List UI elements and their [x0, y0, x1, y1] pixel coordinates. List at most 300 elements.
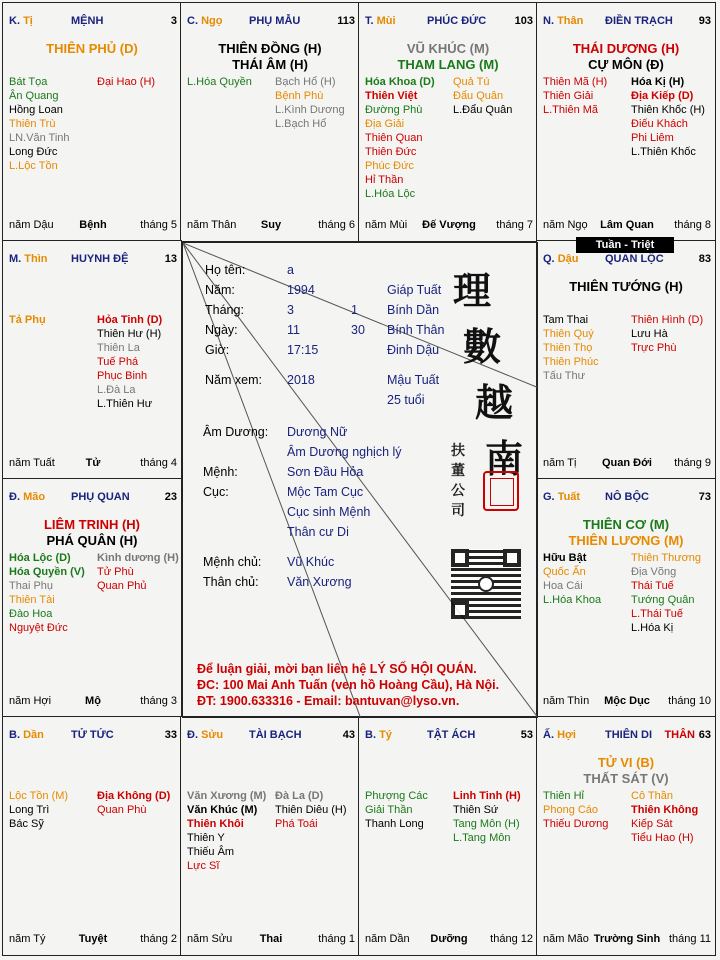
main-stars [537, 279, 715, 295]
calligraphy-char: 南 [485, 436, 524, 481]
stage-label: Quan Đới [602, 457, 652, 469]
palace-name: HUYNH ĐỆ [71, 253, 129, 265]
info-label: Năm xem: [205, 373, 262, 387]
minor-stars-left [9, 789, 68, 831]
info-label: Giờ: [205, 343, 230, 357]
can-label: G. [543, 491, 555, 503]
minor-star: Thiên Mã (H) [543, 76, 608, 88]
contact-line: ĐC: 100 Mai Anh Tuấn (ven hồ Hoàng Cầu), Hà Nội. [197, 678, 500, 692]
can-label: K. [9, 15, 20, 27]
minor-star: Thiên Sứ [453, 804, 499, 816]
palace-footer [365, 933, 533, 947]
seal-text [451, 441, 465, 521]
minor-star: Địa Kiếp (D) [631, 90, 694, 102]
minor-star: Tướng Quân [631, 594, 695, 606]
minor-star: Kình dương (H) [97, 552, 179, 564]
minor-star: Trực Phù [631, 342, 677, 354]
palace-cell-ngo[interactable] [180, 2, 360, 242]
palace-name: TÀI BẠCH [249, 729, 302, 741]
palace-cell-mui[interactable] [358, 2, 538, 242]
palace-header [187, 15, 355, 31]
am-duong-value-2: Âm Dương nghịch lý [287, 445, 402, 459]
year-label: năm Thìn [543, 695, 590, 707]
minor-star: Phục Binh [97, 370, 148, 382]
main-star: THÁI ÂM (H) [232, 57, 308, 72]
minor-stars-left [365, 75, 435, 201]
info-value-lunar: 30 [351, 323, 365, 337]
year-label: năm Sửu [187, 933, 233, 945]
year-label: năm Tị [543, 457, 577, 469]
than-chu-value: Văn Xương [287, 575, 352, 589]
seal-char: 公 [451, 483, 465, 499]
minor-star: Quốc Ấn [543, 566, 586, 578]
palace-number: 33 [164, 729, 177, 741]
minor-star: Thiên Hư (H) [97, 328, 162, 340]
stage-label: Suy [260, 219, 282, 231]
minor-star: Bạch Hổ (H) [275, 76, 336, 88]
palace-header [9, 15, 177, 31]
palace-cell-dau[interactable] [536, 240, 716, 480]
cuc-label: Cục: [203, 485, 229, 499]
month-label: tháng 9 [674, 457, 711, 469]
palace-number: 113 [337, 15, 355, 27]
can-chi [365, 729, 392, 741]
palace-cell-thin[interactable] [2, 240, 182, 480]
minor-star: Thái Tuế [631, 580, 674, 592]
palace-name: THIÊN DI [605, 729, 653, 741]
tuan-triet-badge: Tuần - Triệt [576, 237, 674, 253]
minor-star: Linh Tinh (H) [453, 790, 521, 802]
minor-star: L.Hóa Kị [631, 622, 674, 634]
can-chi [543, 15, 583, 27]
minor-star: Thanh Long [365, 818, 424, 830]
minor-star: Long Trì [9, 804, 50, 816]
info-value: 1994 [287, 283, 315, 297]
palace-footer [9, 219, 177, 233]
palace-header [9, 253, 177, 269]
seal-char: 扶 [451, 443, 465, 459]
palace-cell-ty[interactable] [358, 716, 538, 956]
year-label: năm Hợi [9, 695, 52, 707]
can-chi [9, 15, 33, 27]
main-star: THIÊN CƠ (M) [582, 517, 670, 532]
palace-cell-than[interactable] [536, 2, 716, 242]
chi-label: Dần [23, 729, 44, 741]
minor-star: Đại Hao (H) [97, 76, 156, 88]
cuc-value-1: Mộc Tam Cục [287, 485, 364, 499]
minor-stars-right [631, 551, 701, 635]
palace-header [187, 729, 355, 745]
can-label: Đ. [9, 491, 20, 503]
palace-name: PHỤ MẪU [249, 15, 301, 27]
info-canchi: Bính Dần [387, 303, 440, 317]
can-label: T. [365, 15, 374, 27]
palace-number: 93 [698, 15, 711, 27]
minor-star: Nguyệt Đức [9, 622, 68, 634]
chi-label: Mão [23, 491, 46, 503]
month-label: tháng 1 [318, 933, 355, 945]
month-label: tháng 5 [140, 219, 177, 231]
palace-name: NÔ BỘC [605, 491, 649, 503]
minor-star: L.Hóa Lộc [365, 188, 416, 200]
minor-star: Quả Tú [453, 76, 490, 88]
minor-star: Thiên Trù [9, 118, 56, 130]
minor-star: L.Đẩu Quân [453, 104, 513, 116]
palace-name: PHỤ QUAN [71, 491, 130, 503]
palace-header [9, 729, 177, 745]
minor-star: Tả Phụ [9, 314, 46, 326]
month-label: tháng 7 [496, 219, 533, 231]
palace-number: 83 [698, 253, 711, 265]
minor-star: Thiên Giải [543, 90, 594, 102]
palace-footer [543, 457, 711, 471]
can-chi [365, 15, 396, 27]
stage-label: Bệnh [79, 219, 107, 231]
year-label: năm Ngọ [543, 219, 588, 231]
minor-star: Văn Khúc (M) [187, 804, 258, 816]
stage-label: Mộ [85, 695, 101, 707]
can-label: Q. [543, 253, 555, 265]
can-chi [543, 491, 580, 503]
info-value: 11 [287, 323, 300, 337]
palace-number: 23 [164, 491, 177, 503]
minor-star: Tuế Phá [97, 356, 139, 368]
chi-label: Hợi [557, 729, 576, 741]
month-label: tháng 6 [318, 219, 355, 231]
minor-star: Thiên Đức [365, 146, 417, 158]
main-star: THẤT SÁT (V) [583, 771, 669, 786]
palace-name: PHÚC ĐỨC [427, 15, 487, 27]
minor-star: Thiên Quý [543, 328, 594, 340]
minor-stars-right [97, 551, 179, 593]
minor-star: Thiên Diêu (H) [275, 804, 347, 816]
minor-star: Bác Sỹ [9, 818, 44, 830]
palace-cell-dan[interactable] [2, 716, 182, 956]
stage-label: Mộc Dục [604, 695, 650, 707]
minor-star: Hồng Loan [9, 104, 63, 116]
minor-stars-left [365, 789, 428, 831]
main-stars [537, 755, 715, 787]
palace-name: TỬ TỨC [71, 729, 114, 741]
palace-footer [187, 933, 355, 947]
palace-name: ĐIỀN TRẠCH [605, 15, 673, 27]
palace-name: MỆNH [71, 15, 104, 27]
minor-star: Thiên Hỉ [543, 790, 584, 802]
main-star: THIÊN TƯỚNG (H) [569, 279, 683, 294]
palace-header [543, 729, 711, 745]
stage-label: Dưỡng [430, 933, 468, 945]
minor-star: Bệnh Phù [275, 90, 324, 102]
stage-label: Tuyệt [78, 933, 108, 945]
minor-star: Long Đức [9, 146, 58, 158]
minor-star: Tang Môn (H) [453, 818, 520, 830]
info-value-lunar: 1 [351, 303, 358, 317]
minor-stars-right [97, 75, 155, 89]
chi-label: Thìn [24, 253, 48, 265]
minor-star: Hữu Bật [543, 552, 587, 564]
minor-star: Phi Liêm [631, 132, 674, 144]
menh-label: Mệnh: [203, 465, 238, 479]
seal-char: 司 [451, 503, 465, 519]
palace-name: QUAN LỘC [605, 253, 664, 265]
year-label: năm Tuất [9, 457, 55, 469]
minor-star: L.Kình Dương [275, 104, 345, 116]
info-value: 3 [287, 303, 294, 317]
can-chi [187, 15, 222, 27]
palace-header [365, 15, 533, 31]
info-label: Ngày: [205, 323, 238, 337]
can-chi [9, 253, 48, 265]
minor-star: Thiên Việt [365, 90, 418, 102]
am-duong-label: Âm Dương: [203, 425, 269, 439]
can-label: Ấ. [543, 729, 554, 741]
can-chi [543, 253, 578, 265]
menh-chu-label: Mệnh chủ: [203, 555, 262, 569]
minor-star: Giải Thần [365, 804, 413, 816]
main-stars [3, 41, 181, 57]
minor-star: Kiếp Sát [631, 818, 673, 830]
minor-stars-right [631, 313, 703, 355]
stage-label: Trường Sinh [593, 933, 661, 945]
info-value: 2018 [287, 373, 315, 387]
month-label: tháng 3 [140, 695, 177, 707]
minor-star: Tiểu Hao (H) [631, 832, 694, 844]
main-star: PHÁ QUÂN (H) [46, 533, 138, 548]
minor-star: L.Hóa Quyền [187, 76, 252, 88]
minor-stars-right [453, 75, 512, 117]
minor-star: Lưu Hà [631, 328, 668, 340]
main-stars [359, 41, 537, 73]
info-canchi: Bính Thân [387, 323, 445, 337]
palace-footer [9, 457, 177, 471]
cuc-value-3: Thân cư Di [287, 525, 349, 539]
minor-star: Hóa Lộc (D) [9, 552, 71, 564]
minor-star: Lực Sĩ [187, 860, 220, 872]
minor-star: LN.Văn Tinh [9, 132, 70, 144]
minor-stars-left [543, 313, 599, 383]
year-label: năm Tý [9, 933, 46, 945]
info-label: Họ tên: [205, 263, 246, 277]
minor-star: Tấu Thư [543, 370, 586, 382]
minor-star: Bát Tọa [9, 76, 48, 88]
main-stars [537, 517, 715, 549]
can-label: Đ. [187, 729, 198, 741]
minor-stars-left [9, 75, 70, 173]
month-label: tháng 4 [140, 457, 177, 469]
year-label: năm Thân [187, 219, 237, 231]
palace-cell-hoi[interactable] [536, 716, 716, 956]
minor-star: Thiên Khôi [187, 818, 244, 830]
minor-star: Hóa Kị (H) [631, 76, 685, 88]
minor-stars-right [275, 789, 347, 831]
calligraphy-char: 越 [475, 380, 514, 425]
minor-star: Hóa Khoa (D) [365, 76, 435, 88]
contact-info [197, 661, 499, 709]
palace-number: 13 [164, 253, 177, 265]
palace-cell-ti[interactable] [2, 2, 182, 242]
stage-label: Tử [85, 457, 101, 469]
minor-star: L.Thiên Khốc [631, 146, 696, 158]
palace-number: 103 [514, 15, 533, 27]
palace-header [365, 729, 533, 745]
palace-number: 53 [520, 729, 533, 741]
can-label: N. [543, 15, 554, 27]
chi-label: Thân [557, 15, 584, 27]
minor-stars-left [543, 789, 608, 831]
menh-value: Sơn Đầu Hỏa [287, 465, 364, 479]
palace-footer [9, 933, 177, 947]
month-label: tháng 2 [140, 933, 177, 945]
info-value: a [287, 263, 294, 277]
minor-star: Quan Phủ [97, 580, 147, 592]
minor-star: L.Đà La [97, 384, 136, 396]
minor-star: Hoa Cái [543, 580, 583, 592]
minor-star: Quan Phù [97, 804, 147, 816]
month-label: tháng 11 [668, 933, 711, 945]
chi-label: Mùi [376, 15, 396, 27]
chi-label: Dậu [557, 253, 579, 265]
main-stars [3, 517, 181, 549]
minor-star: Lộc Tồn (M) [9, 790, 69, 802]
chi-label: Tuất [557, 491, 581, 503]
minor-star: Tử Phù [97, 566, 134, 578]
main-star: LIÊM TRINH (H) [43, 517, 141, 532]
minor-stars-left [187, 75, 252, 89]
menh-chu-value: Vũ Khúc [287, 555, 335, 569]
minor-stars-right [275, 75, 345, 131]
minor-star: Điếu Khách [631, 118, 688, 130]
can-label: C. [187, 15, 198, 27]
minor-star: Thiên Thương [631, 552, 702, 564]
minor-star: Cô Thần [631, 790, 673, 802]
minor-star: Đẩu Quân [453, 90, 504, 102]
info-label: Năm: [205, 283, 235, 297]
palace-header [543, 253, 711, 269]
year-label: năm Mùi [365, 219, 408, 231]
palace-footer [543, 933, 711, 947]
palace-number: 3 [170, 15, 177, 27]
chi-label: Tý [379, 729, 392, 741]
minor-star: Đà La (D) [275, 790, 324, 802]
info-value: 17:15 [287, 343, 319, 357]
minor-star: Thiên Hình (D) [631, 314, 704, 326]
minor-star: L.Thái Tuế [631, 608, 683, 620]
info-canchi: Giáp Tuất [387, 283, 442, 297]
minor-star: L.Hóa Khoa [543, 594, 602, 606]
main-star: TỬ VI (B) [597, 755, 655, 770]
palace-footer [365, 219, 533, 233]
can-chi [187, 729, 223, 741]
minor-stars-right [97, 789, 170, 817]
stage-label: Thai [259, 933, 283, 945]
info-canchi: 25 tuổi [387, 393, 425, 407]
minor-star: Phượng Các [365, 790, 428, 802]
year-label: năm Dần [365, 933, 410, 945]
cuc-value-2: Cục sinh Mệnh [287, 505, 371, 519]
red-seal-icon [483, 471, 519, 511]
minor-star: Đào Hoa [9, 608, 53, 620]
chi-label: Tị [23, 15, 33, 27]
than-marker: THÂN [664, 729, 695, 741]
main-star: CỰ MÔN (Đ) [588, 57, 664, 72]
palace-footer [543, 695, 711, 709]
minor-star: Thiên Y [187, 832, 225, 844]
minor-star: Hỉ Thần [365, 174, 404, 186]
chi-label: Ngọ [201, 15, 223, 27]
than-chu-label: Thân chủ: [203, 575, 259, 589]
minor-star: L.Thiên Hư [97, 398, 153, 410]
info-canchi: Đinh Dậu [387, 343, 440, 357]
minor-star: Thiếu Dương [543, 818, 609, 830]
can-label: B. [365, 729, 376, 741]
palace-header [9, 491, 177, 507]
minor-star: Thiên La [97, 342, 140, 354]
minor-star: Thiên Phúc [543, 356, 599, 368]
am-duong-value-1: Dương Nữ [287, 425, 348, 439]
minor-star: Phong Cáo [543, 804, 599, 816]
palace-footer [543, 219, 711, 233]
center-panel [182, 242, 538, 718]
minor-star: Ân Quang [9, 90, 59, 102]
can-label: M. [9, 253, 22, 265]
can-chi [543, 729, 576, 741]
palace-footer [187, 219, 355, 233]
calligraphy-char: 理 [453, 268, 492, 313]
chi-label: Sửu [201, 729, 224, 741]
main-star: THIÊN PHỦ (D) [46, 41, 138, 56]
contact-line: ĐT: 1900.633316 - Email: bantuvan@lyso.vn. [197, 694, 460, 708]
minor-star: Thiên Tài [9, 594, 55, 606]
can-label: B. [9, 729, 20, 741]
stage-label: Đế Vượng [422, 219, 476, 231]
main-star: VŨ KHÚC (M) [406, 41, 490, 56]
minor-stars-left [9, 551, 85, 635]
minor-stars-left [543, 551, 601, 607]
minor-star: Địa Không (D) [97, 790, 171, 802]
main-star: THÁI DƯƠNG (H) [572, 41, 680, 56]
contact-line: Để luận giải, mời bạn liên hệ LÝ SỐ HỘI QUÁN. [197, 662, 477, 676]
palace-number: 43 [342, 729, 355, 741]
can-chi [9, 491, 45, 503]
palace-number: 63 [698, 729, 711, 741]
main-stars [537, 41, 715, 73]
palace-cell-mao[interactable] [2, 478, 182, 718]
minor-star: Thiên Quan [365, 132, 423, 144]
minor-star: L.Lộc Tồn [9, 160, 58, 172]
minor-star: Địa Giải [365, 118, 405, 130]
minor-star: Hỏa Tinh (D) [97, 314, 163, 326]
palace-cell-suu[interactable] [180, 716, 360, 956]
palace-cell-tuat[interactable] [536, 478, 716, 718]
year-label: năm Mão [543, 933, 589, 945]
can-chi [9, 729, 44, 741]
main-stars [181, 41, 359, 73]
main-star: THAM LANG (M) [397, 57, 499, 72]
minor-star: Thai Phụ [9, 580, 54, 592]
main-star: THIÊN ĐỒNG (H) [218, 41, 322, 56]
info-label: Tháng: [205, 303, 244, 317]
calligraphy-char: 數 [463, 324, 502, 369]
stage-label: Lâm Quan [600, 219, 654, 231]
minor-star: Hóa Quyền (V) [9, 566, 85, 578]
minor-star: Thiên Khốc (H) [631, 104, 705, 116]
month-label: tháng 8 [674, 219, 711, 231]
minor-star: Phá Toái [275, 818, 318, 830]
qr-code-icon[interactable] [451, 549, 521, 619]
minor-stars-left [543, 75, 607, 117]
minor-stars-right [453, 789, 521, 845]
minor-star: Văn Xương (M) [187, 790, 267, 802]
